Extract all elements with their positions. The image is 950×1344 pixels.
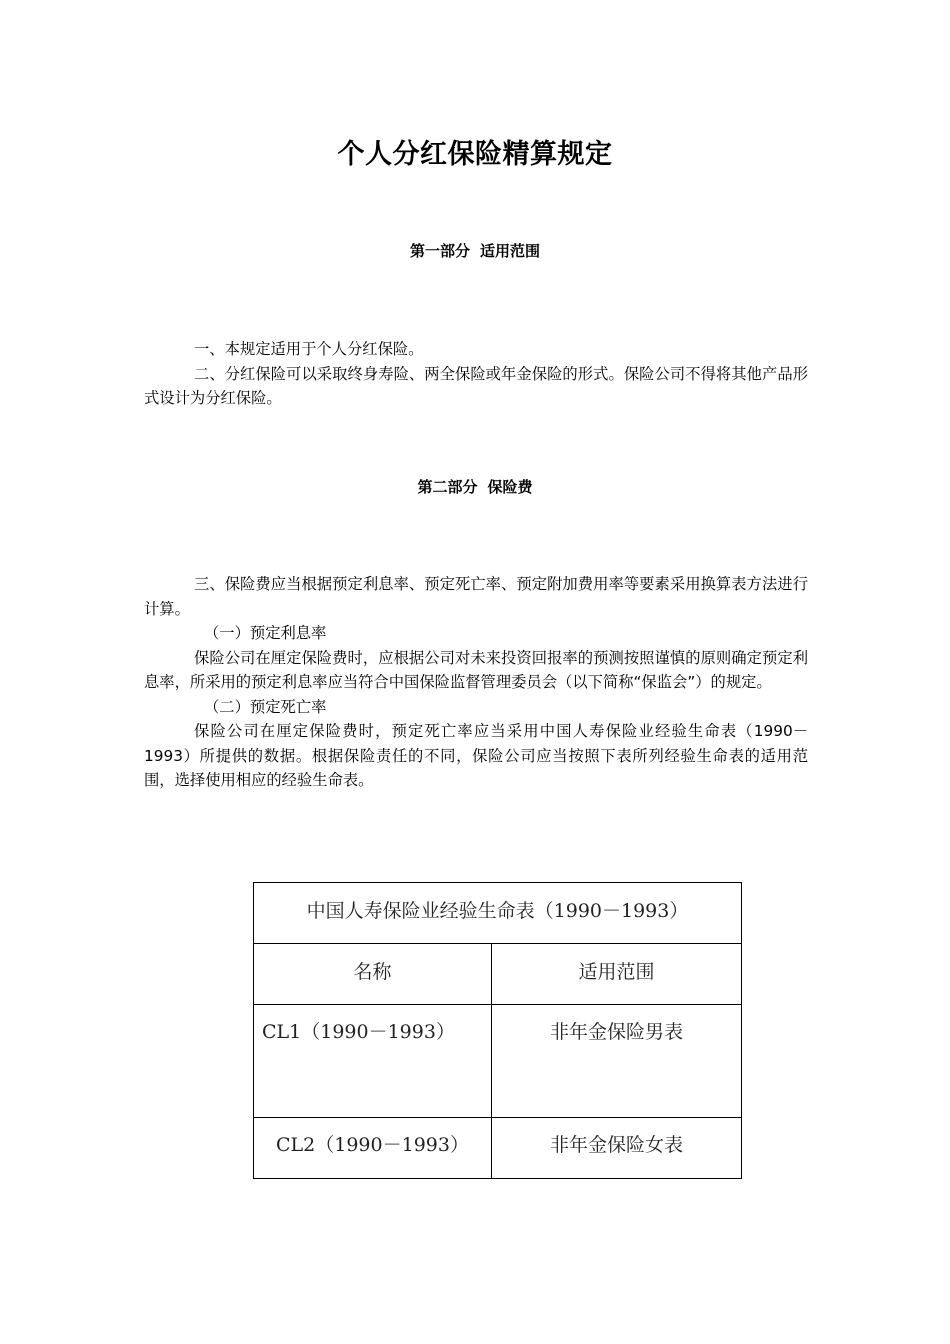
section-heading-part2 xyxy=(0,476,950,497)
paragraph: 三、保险费应当根据预定利息率、预定死亡率、预定附加费用率等要素采用换算表方法进行计算。 xyxy=(144,575,808,618)
section-heading-part1 xyxy=(0,240,950,261)
table-row xyxy=(254,1005,742,1118)
table-row xyxy=(254,1118,742,1179)
section-name: 保险费 xyxy=(487,478,533,496)
part1-body xyxy=(144,337,808,411)
section-number: 第二部分 xyxy=(417,478,478,496)
subheading-mortality-rate: （二）预定死亡率 xyxy=(204,697,327,716)
paragraph: 一、本规定适用于个人分红保险。 xyxy=(194,340,424,358)
section-name: 适用范围 xyxy=(480,242,541,260)
life-table xyxy=(253,882,742,1179)
table-cell-scope: 非年金保险女表 xyxy=(492,1118,742,1179)
table-cell-name: CL1（1990－1993） xyxy=(254,1005,492,1118)
life-table-container xyxy=(253,882,742,1179)
part2-body xyxy=(144,572,808,793)
table-caption: 中国人寿保险业经验生命表（1990－1993） xyxy=(254,883,742,944)
table-cell-name: CL2（1990－1993） xyxy=(254,1118,492,1179)
table-header-scope: 适用范围 xyxy=(492,944,742,1005)
paragraph: 保险公司在厘定保险费时，预定死亡率应当采用中国人寿保险业经验生命表（1990－1993）所提供的数据。根据保险责任的不同，保险公司应当按照下表所列经验生命表的适用范围，选择使用相应的经验生命表。 xyxy=(144,722,808,789)
table-cell-scope: 非年金保险男表 xyxy=(492,1005,742,1118)
paragraph: 保险公司在厘定保险费时，应根据公司对未来投资回报率的预测按照谨慎的原则确定预定利息率，所采用的预定利息率应当符合中国保险监督管理委员会（以下简称“保监会”）的规定。 xyxy=(144,648,808,691)
subheading-interest-rate: （一）预定利息率 xyxy=(204,624,327,642)
paragraph: 二、分红保险可以采取终身寿险、两全保险或年金保险的形式。保险公司不得将其他产品形式设计为分红保险。 xyxy=(144,364,808,407)
table-header-name: 名称 xyxy=(254,944,492,1005)
document-title: 个人分红保险精算规定 xyxy=(337,139,613,170)
section-number: 第一部分 xyxy=(409,242,470,260)
